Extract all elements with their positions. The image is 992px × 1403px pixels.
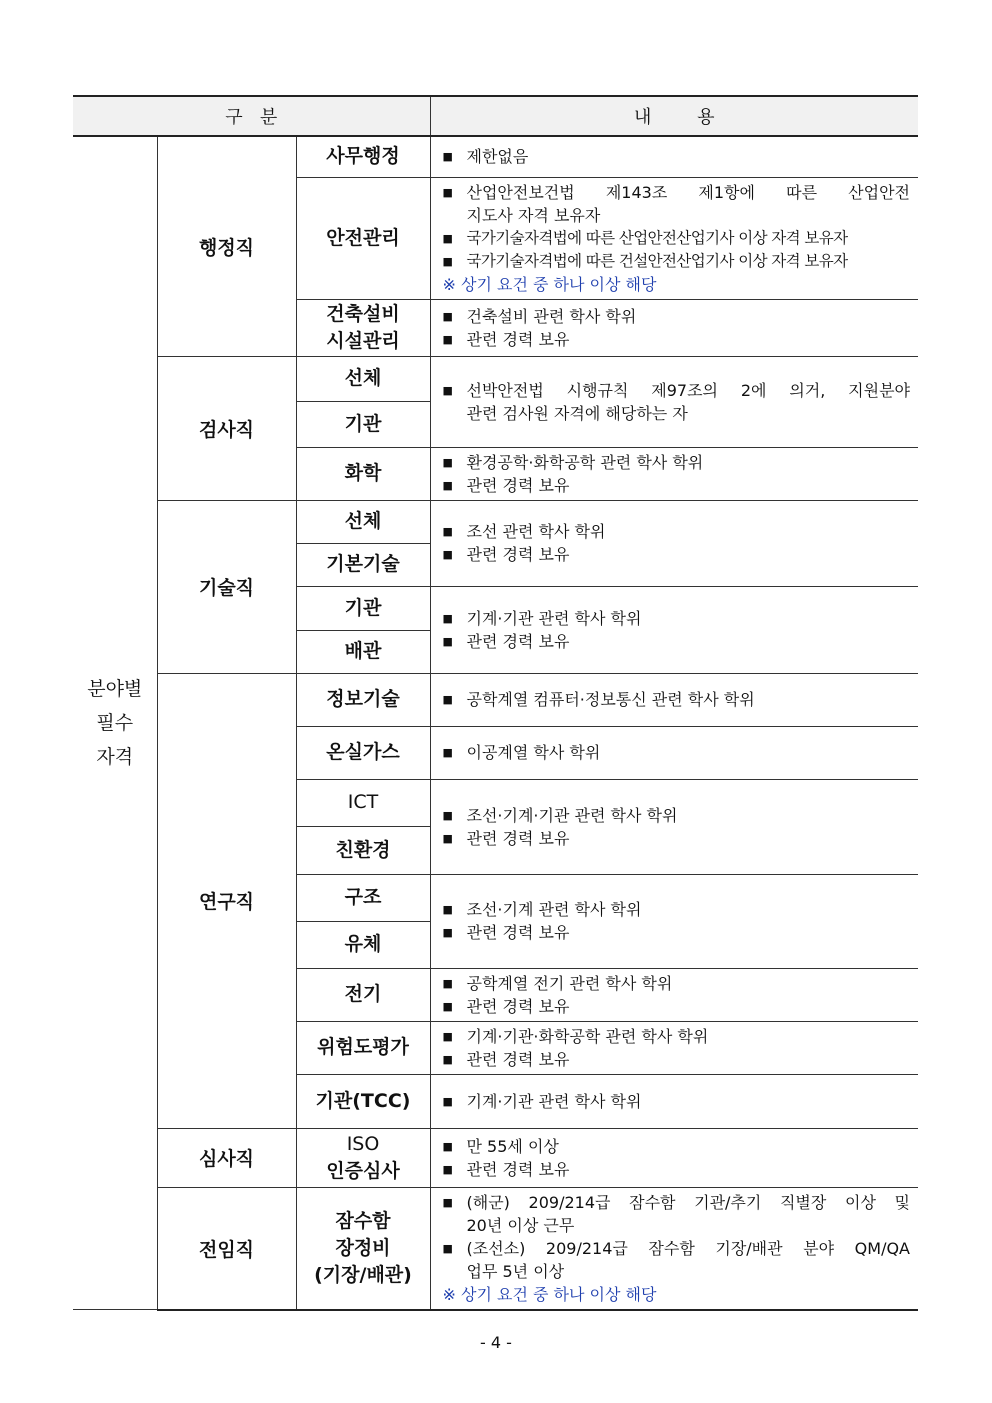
page-number: - 4 - — [480, 1333, 512, 1352]
field-safety-management: 안전관리 — [296, 177, 430, 299]
field-research-fluid: 유체 — [296, 921, 430, 968]
field-dedicated-submarine: 잠수함 장정비 (기장/배관) — [296, 1187, 430, 1310]
field-research-structure: 구조 — [296, 874, 430, 921]
req-research-structure: ■ 조선·기계 관련 학사 학위 ■ 관련 경력 보유 — [430, 874, 918, 968]
req-audit-iso: ■ 만 55세 이상 ■ 관련 경력 보유 — [430, 1128, 918, 1187]
field-research-eco: 친환경 — [296, 826, 430, 874]
field-technical-engine: 기관 — [296, 586, 430, 630]
req-research-tcc: ■ 기계·기관 관련 학사 학위 — [430, 1074, 918, 1128]
field-audit-iso: ISO 인증심사 — [296, 1128, 430, 1187]
field-research-electric: 전기 — [296, 968, 430, 1021]
field-office-admin: 사무행정 — [296, 136, 430, 177]
table-row — [73, 673, 918, 726]
req-inspection-hull-engine: ■ 선박안전법 시행규칙 제97조의 2에 의거, 지원분야 관련 검사원 자격에 해당하는 자 — [430, 356, 918, 447]
field-research-ghg: 온실가스 — [296, 726, 430, 779]
req-dedicated-submarine: ■ (해군) 209/214급 잠수함 기관/추기 직별장 이상 및 20년 이상 근무 ■ (조선소) 209/214급 잠수함 기장/배관 분야 QM/QA 업무 5년 이상 ※ 상기 요건 중 하나 이상 해당 — [430, 1187, 918, 1310]
req-technical-engine: ■ 기계·기관 관련 학사 학위 ■ 관련 경력 보유 — [430, 586, 918, 673]
field-inspection-chemistry: 화학 — [296, 447, 430, 500]
qualification-table — [73, 95, 918, 1311]
req-research-risk: ■ 기계·기관·화학공학 관련 학사 학위 ■ 관련 경력 보유 — [430, 1021, 918, 1074]
field-technical-piping: 배관 — [296, 630, 430, 673]
table-header-row — [73, 96, 918, 136]
inspection-label: 검사직 — [157, 356, 296, 500]
req-office-admin: ■ 제한없음 — [430, 136, 918, 177]
header-content: 내 용 — [430, 96, 918, 136]
req-inspection-chemistry: ■ 환경공학·화학공학 관련 학사 학위 ■ 관련 경력 보유 — [430, 447, 918, 500]
table-row — [73, 356, 918, 401]
dedicated-label: 전임직 — [157, 1187, 296, 1310]
table-row — [73, 136, 918, 177]
req-safety-management: ■ 산업안전보건법 제143조 제1항에 따른 산업안전 지도사 자격 보유자 ■ 국가기술자격법에 따른 산업안전산업기사 이상 자격 보유자 ■ 국가기술자격법에 따른 건설안전산업기사 이상 자격 보유자 ※ 상기 요건 중 하나 이상 해당 — [430, 177, 918, 299]
table-row — [73, 1128, 918, 1187]
table-row — [73, 500, 918, 543]
technical-label: 기술직 — [157, 500, 296, 673]
admin-label: 행정직 — [157, 136, 296, 356]
req-research-ict: ■ 조선·기계·기관 관련 학사 학위 ■ 관련 경력 보유 — [430, 779, 918, 874]
req-research-it: ■ 공학계열 컴퓨터·정보통신 관련 학사 학위 — [430, 673, 918, 726]
field-research-tcc: 기관(TCC) — [296, 1074, 430, 1128]
field-technical-basic: 기본기술 — [296, 543, 430, 586]
field-research-risk: 위험도평가 — [296, 1021, 430, 1074]
req-research-electric: ■ 공학계열 전기 관련 학사 학위 ■ 관련 경력 보유 — [430, 968, 918, 1021]
research-label: 연구직 — [157, 673, 296, 1128]
audit-label: 심사직 — [157, 1128, 296, 1187]
req-facility-management: ■ 건축설비 관련 학사 학위 ■ 관련 경력 보유 — [430, 299, 918, 356]
req-research-ghg: ■ 이공계열 학사 학위 — [430, 726, 918, 779]
field-technical-hull: 선체 — [296, 500, 430, 543]
field-inspection-engine: 기관 — [296, 401, 430, 447]
req-technical-hull: ■ 조선 관련 학사 학위 ■ 관련 경력 보유 — [430, 500, 918, 586]
field-research-ict: ICT — [296, 779, 430, 826]
header-category: 구 분 — [73, 96, 430, 136]
field-research-it: 정보기술 — [296, 673, 430, 726]
group-label-cell: 분야별 필수 자격 — [73, 136, 157, 1310]
field-facility-management: 건축설비 시설관리 — [296, 299, 430, 356]
field-inspection-hull: 선체 — [296, 356, 430, 401]
table-row — [73, 1187, 918, 1310]
